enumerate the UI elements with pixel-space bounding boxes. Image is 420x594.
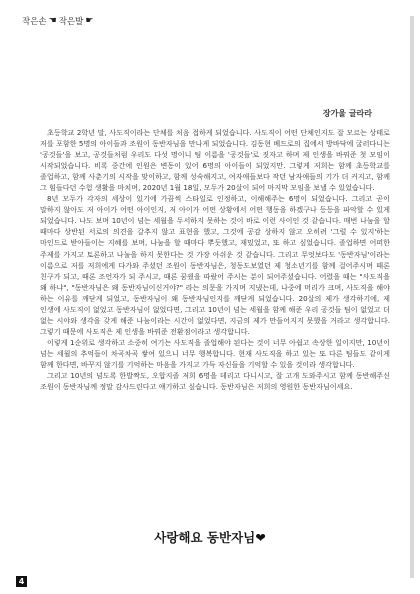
pointing-hand-icon: ☚ xyxy=(48,16,57,26)
page-number: 4 xyxy=(16,576,27,587)
paragraph: 8년 모두가 각자의 세상이 있기에 가끔씩 스타일로 인정하고, 이해해주는 6명이 되었습니다. 그리고 곧이 말하지 않아도 저 아이가 어떤 아이인지, 저 아이가 어떤 상황에서 어떤 행동을 하겠구나 등등을 파악할 수 있게 되었습니다. 나도 보며 10년이 넘는 세월을 두서하지 못하는 것이 바로 이런 사이인 것 같습니다. 매번 나눔을 할 때마다 상반된 서로의 의견을 갈추지 않고 표현을 했고, 그것에 공감 상하지 않고 오히려 '그럴 수 있지'하는 마인드로 받아들이는 지혜를 보며, 나눔을 할 때마다 뿌듯했고, 재밌었고, 또 하고 싶었습니다. 졸업하면 어떠한 주제를 가지고 토론하고 나눌을 하지 못한다는 것 가장 아쉬운 것 같습니다. 그리고 무엇보다도 '동반자님'이라는 이름으로 저를 저희에게 다가와 주셨던 조원이 동반자님은, 청동도보였던 제 청소년기를 함께 걸어주시며 때론 친구가 되고, 때론 조언자가 되 주시고, 때론 꿈꿨을 따랐어 주시는 분이 되어주셨습니다. 어렸을 때는 "사도직을 왜 하냐", "동반자님은 왜 동반자님이신거야?" 라는 의문을 가지며 지냈는데, 나중에 머리가 크며, 사도직을 해야 하는 이유를 깨닫게 되었고, 동반자님이 왜 동반자님인지를 깨닫게 되었습니다. 20살의 제가 생각하기에, 제 인생에 사도직이 없었고 동반자님이 없었다면, 그리고 10년이 넘는 세월을 함께 해준 우리 공것들 팀이 없었고 더 없는 시야와 생각을 갖게 해준 나눔이라는 시간이 없었다면, 지금의 제가 만들어지지 못했을 거라고 생각합니다. 그렇기 때문에 사도직은 제 인생을 바꿔준 전환점이라고 생각합니다. xyxy=(40,194,390,336)
paragraph: 초등학교 2학년 말, 사도직이라는 단체를 처음 접하게 되었습니다. 사도직이 어떤 단체인지도 잘 모르는 상태로 저를 포함한 5명의 아이들과 조원이 동반자님을 만나게 되었습니다. 김동현 베드로의 집에서 방바닥에 굴러다니는 '공것들'을 보고, 공것들처럼 우리도 다섯 명이니 팀 이름을 '공것들'로 짓자고 하며 제 인생을 바꿔준 첫 모임이 시작되었습니다. 비록 중간에 인원은 변동이 있어 6명의 아이들이 되었지만. 그렇게 저희는 함께 초등학교를 졸업하고, 함께 사춘기의 시작을 맞이하고, 함께 성숙해지고, 여자애들보다 작던 남자애들의 기가 더 커지고, 함께 그 힘들다던 수험 생활을 마치며, 2020년 1월 18일, 모두가 20살이 되어 마지막 모임을 보낼 수 있었습니다. xyxy=(40,128,390,193)
closing-text: 사랑해요 동반자님 xyxy=(154,530,256,545)
article-body xyxy=(40,127,390,392)
foot-icon: ☛ xyxy=(85,16,94,26)
paragraph: 그리고 10년의 넘도록 한발짝도, 오합지졸 저희 6명을 데리고 다니시고, 잘 고개 도와주시고 함께 동반해주신 조원이 동반자님께 정말 감사드린다고 얘기하고 싶습니다. 동반자님은 저희의 영원한 동반자님이세요. xyxy=(40,371,390,392)
closing-message xyxy=(0,528,420,546)
header-right-text: 작은발 xyxy=(58,17,84,27)
author-name: 장가울 글라라 xyxy=(322,109,372,118)
header-left-text: 작은손 xyxy=(22,17,47,27)
page-header xyxy=(22,15,93,27)
paragraph: 이렇게 1순위로 생각하고 소중히 여기는 사도직을 졸업해야 된다는 것이 너무 아쉽고 속상한 일이지만, 10년이 넘는 세월의 추억들이 차곡차곡 쌓여 있으니 너무 행복합니다. 현재 사도직을 하고 있는 또 다른 팀들도 같이게 함께 한다면, 바꾸지 않기를 기억하는 마음을 가지고 가득 자신들을 기억할 수 있을 것이라 생각합니다. xyxy=(40,337,390,369)
right-margin-bar xyxy=(410,16,414,578)
heart-icon: ❤ xyxy=(255,530,266,545)
